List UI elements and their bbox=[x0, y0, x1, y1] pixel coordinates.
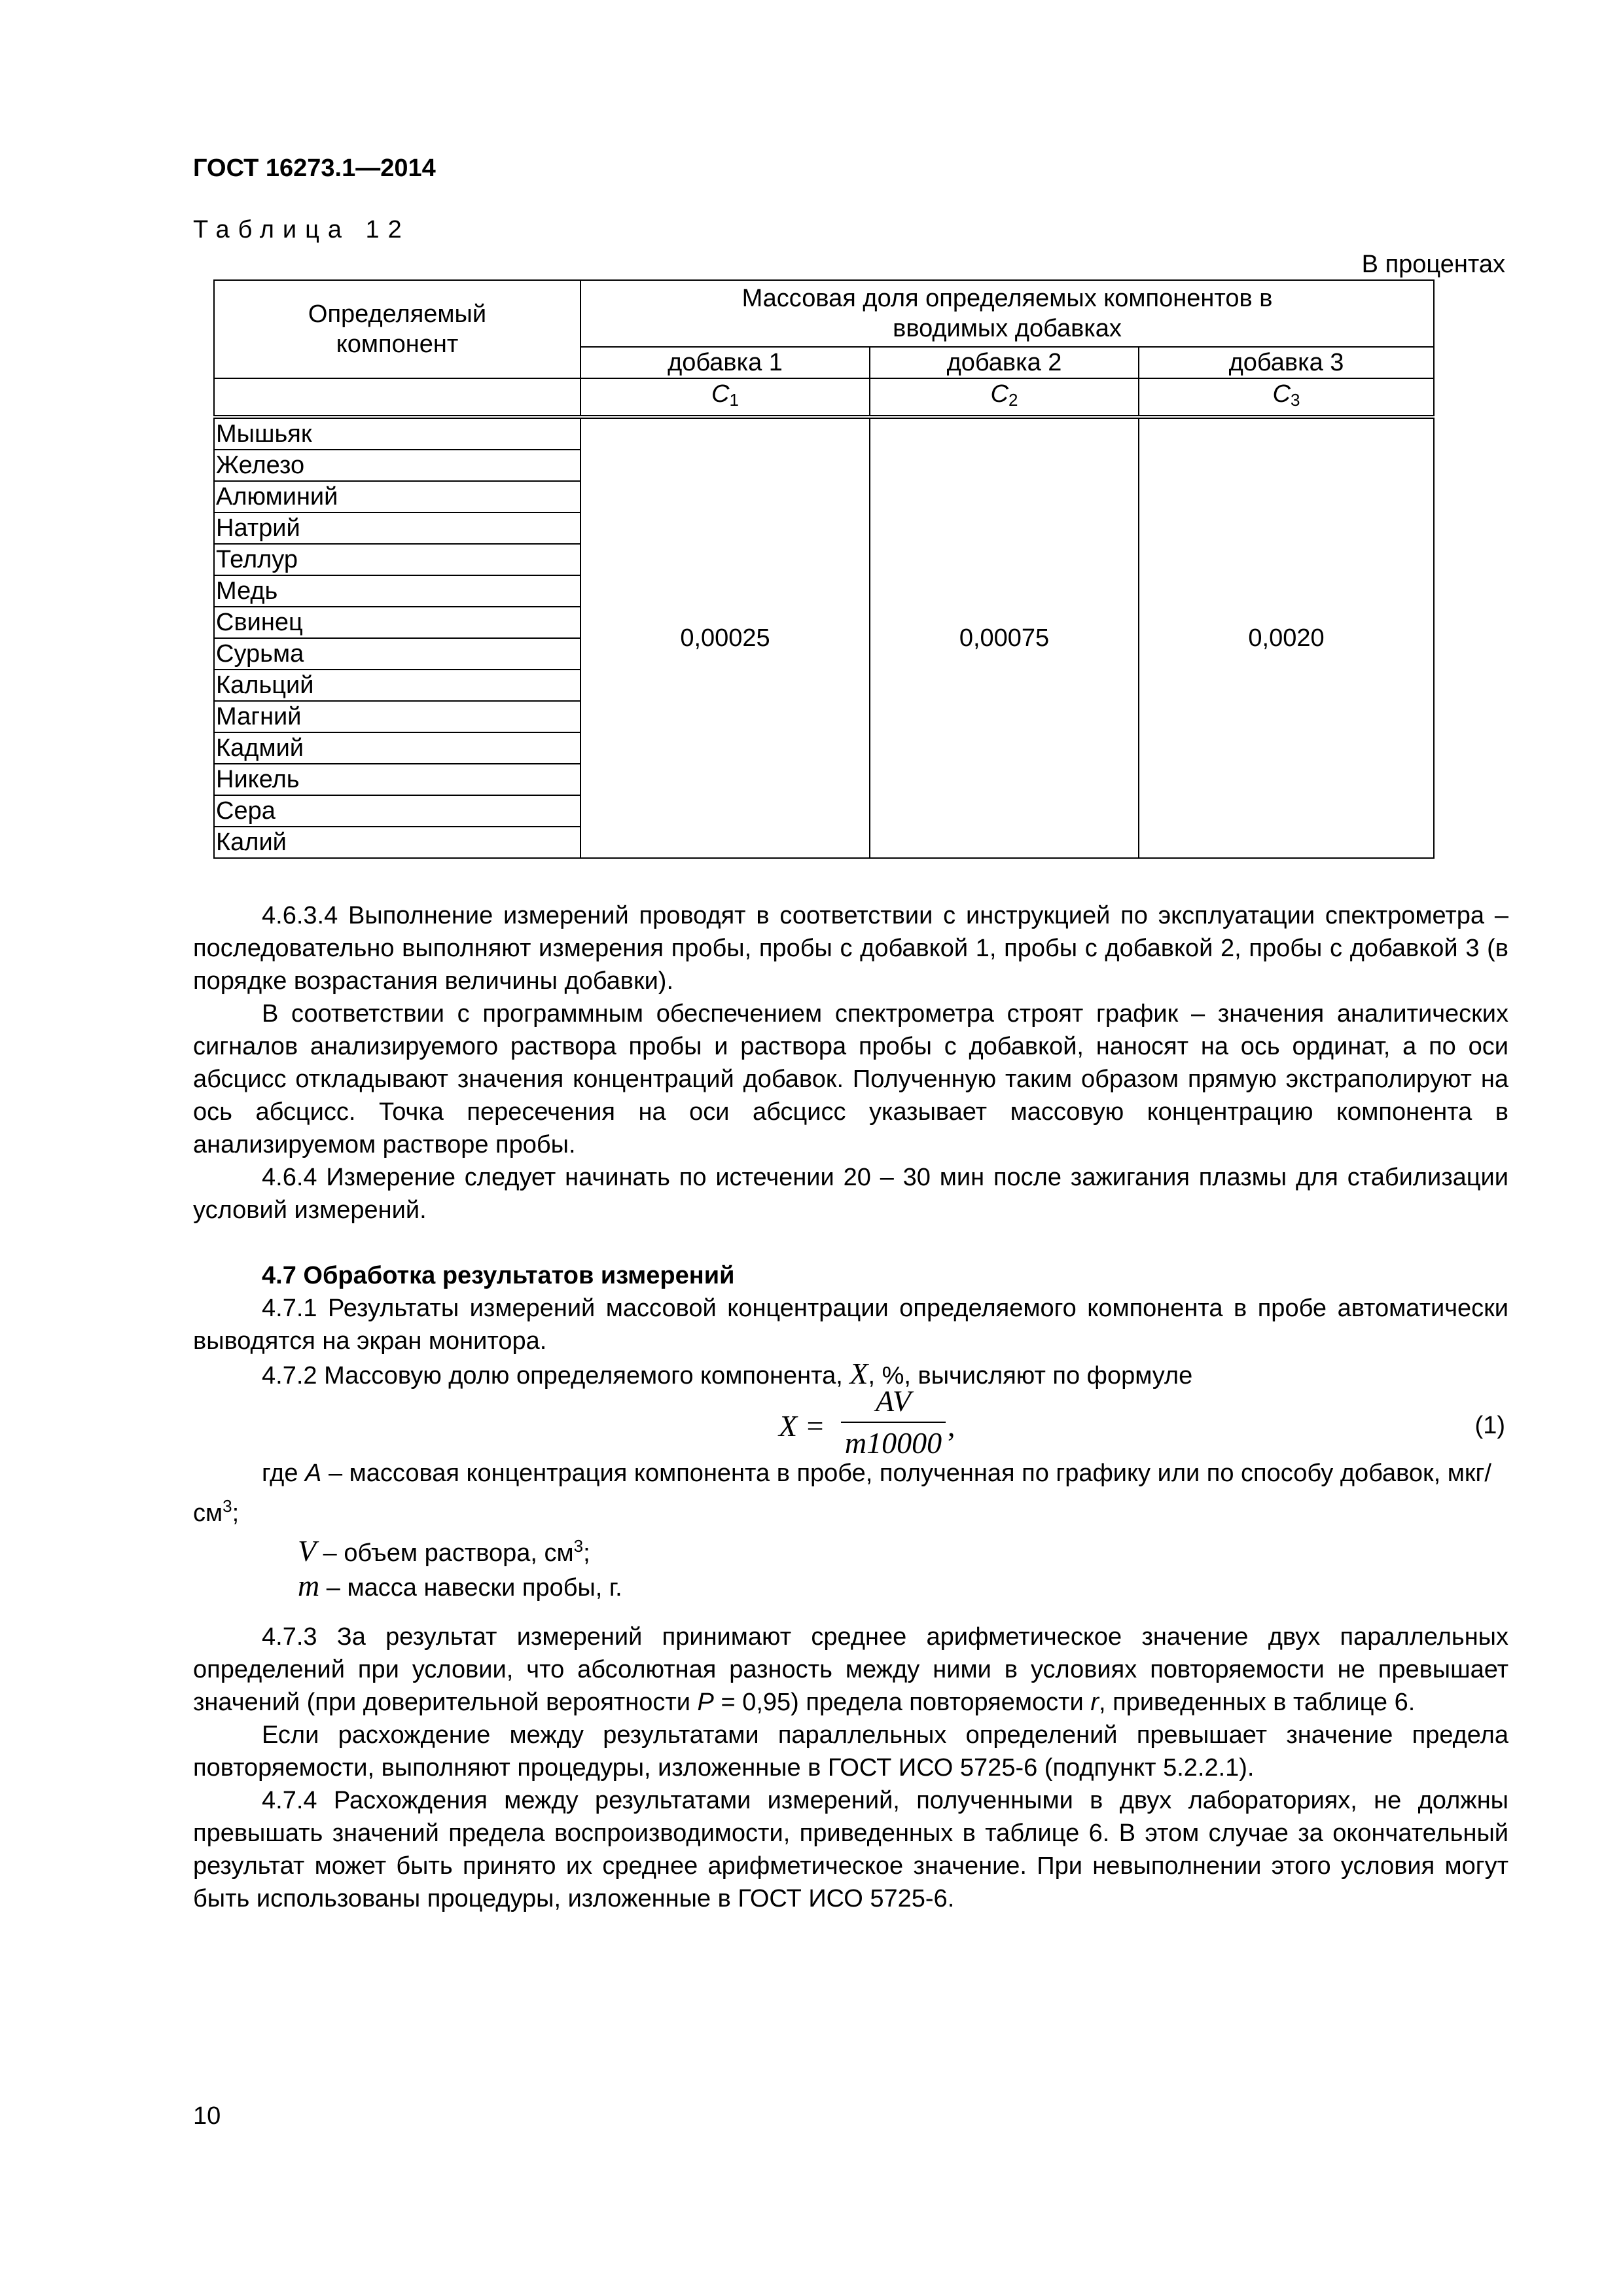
component-cell: Железо bbox=[214, 450, 580, 481]
value-c2: 0,00075 bbox=[870, 417, 1139, 858]
component-cell: Сера bbox=[214, 795, 580, 827]
header-addition-1: добавка 1 bbox=[580, 347, 870, 378]
component-cell: Сурьма bbox=[214, 638, 580, 670]
formula-fraction bbox=[841, 1381, 946, 1463]
header-addition-3: добавка 3 bbox=[1139, 347, 1434, 378]
component-cell: Никель bbox=[214, 764, 580, 795]
definition-v: V – объем раствора, $см^3$; bbox=[298, 1534, 590, 1568]
formula-trailing: , bbox=[948, 1409, 955, 1443]
paragraph-474: 4.7.4 Расхождения между результатами измерений, полученными в двух лабораториях, не должны превышать значений предела воспроизводимости, приведенных в таблице 6. В этом случае за окончательный результат может быть принято их среднее арифметическое значение. При невыполнении этого условия могут быть использованы процедуры, изложенные в ГОСТ ИСО 5725-6. bbox=[193, 1787, 1508, 1912]
formula-numerator: AV bbox=[876, 1384, 911, 1418]
component-cell: Медь bbox=[214, 575, 580, 607]
table-unit-note: В процентах bbox=[1361, 251, 1505, 278]
component-cell: Алюминий bbox=[214, 481, 580, 512]
body-text-block-2 bbox=[193, 1621, 1508, 1915]
value-c1: 0,00025 bbox=[580, 417, 870, 858]
component-cell: Свинец bbox=[214, 607, 580, 638]
component-cell: Калий bbox=[214, 827, 580, 858]
formula-lhs: X = bbox=[779, 1409, 825, 1443]
formula-definitions bbox=[193, 1457, 1508, 1604]
table-12 bbox=[213, 279, 1435, 859]
table-caption: Таблица 12 bbox=[193, 216, 410, 243]
header-component: Определяемый компонент bbox=[214, 280, 580, 378]
paragraph-472: 4.7.2 Массовую долю определяемого компонента, X, %, вычисляют по формуле bbox=[262, 1357, 1193, 1390]
paragraph-4634: 4.6.3.4 Выполнение измерений проводят в соответствии с инструкцией по эксплуатации спектрометра – последовательно выполняют измерения пробы, пробы с добавкой 1, пробы с добавкой 2, пробы с добавкой 3 (в порядке возрастания величины добавки). bbox=[193, 902, 1508, 995]
section-heading-47: 4.7 Обработка результатов измерений bbox=[262, 1262, 735, 1289]
component-cell: Кадмий bbox=[214, 732, 580, 764]
header-symbol-c3: $C_3$ bbox=[1139, 378, 1434, 417]
component-cell: Кальций bbox=[214, 670, 580, 701]
value-c3: 0,0020 bbox=[1139, 417, 1434, 858]
header-symbol-empty bbox=[214, 378, 580, 417]
paragraph-471: 4.7.1 Результаты измерений массовой концентрации определяемого компонента в пробе автоматически выводятся на экран монитора. bbox=[193, 1295, 1508, 1355]
component-cell: Магний bbox=[214, 701, 580, 732]
component-cell: Мышьяк bbox=[214, 417, 580, 450]
formula-denominator: m10000 bbox=[844, 1426, 942, 1460]
body-text-block-1 bbox=[193, 899, 1508, 1392]
paragraph-repeatability: Если расхождение между результатами параллельных определений превышает значение предела повторяемости, выполняют процедуры, изложенные в ГОСТ ИСО 5725-6 (подпункт 5.2.2.1). bbox=[193, 1721, 1508, 1782]
paragraph-graph: В соответствии с программным обеспечением спектрометра строят график – значения аналитических сигналов анализируемого раствора пробы и раствора пробы с добавкой, наносят на ось ординат, а по оси абсцисс откладывают значения концентраций добавок. Полученную таким образом прямую экстраполируют на ось абсцисс. Точка пересечения на оси абсцисс указывает массовую концентрацию компонента в анализируемом растворе пробы. bbox=[193, 1000, 1508, 1158]
paragraph-464: 4.6.4 Измерение следует начинать по истечении 20 – 30 мин после зажигания плазмы для стабилизации условий измерений. bbox=[193, 1164, 1508, 1224]
component-cell: Натрий bbox=[214, 512, 580, 544]
definition-a: где A – массовая концентрация компонента в пробе, полученная по графику или по способу добавок, мкг/$см^3$; bbox=[193, 1460, 1491, 1527]
header-group: Массовая доля определяемых компонентов в вводимых добавках bbox=[580, 280, 1434, 347]
definition-m: m – масса навески пробы, г. bbox=[298, 1569, 622, 1602]
page-number: 10 bbox=[193, 2102, 221, 2130]
header-addition-2: добавка 2 bbox=[870, 347, 1139, 378]
header-symbol-c2: $C_2$ bbox=[870, 378, 1139, 417]
document-header: ГОСТ 16273.1—2014 bbox=[193, 154, 436, 182]
equation-number: (1) bbox=[1474, 1412, 1505, 1439]
component-cell: Теллур bbox=[214, 544, 580, 575]
paragraph-473: 4.7.3 За результат измерений принимают среднее арифметическое значение двух параллельных определений при условии, что абсолютная разность между ними в условиях повторяемости не превышает значений (при доверительной вероятности P = 0,95) предела повторяемости r, приведенных в таблице 6. bbox=[193, 1623, 1508, 1716]
header-symbol-c1: $C_1$ bbox=[580, 378, 870, 417]
